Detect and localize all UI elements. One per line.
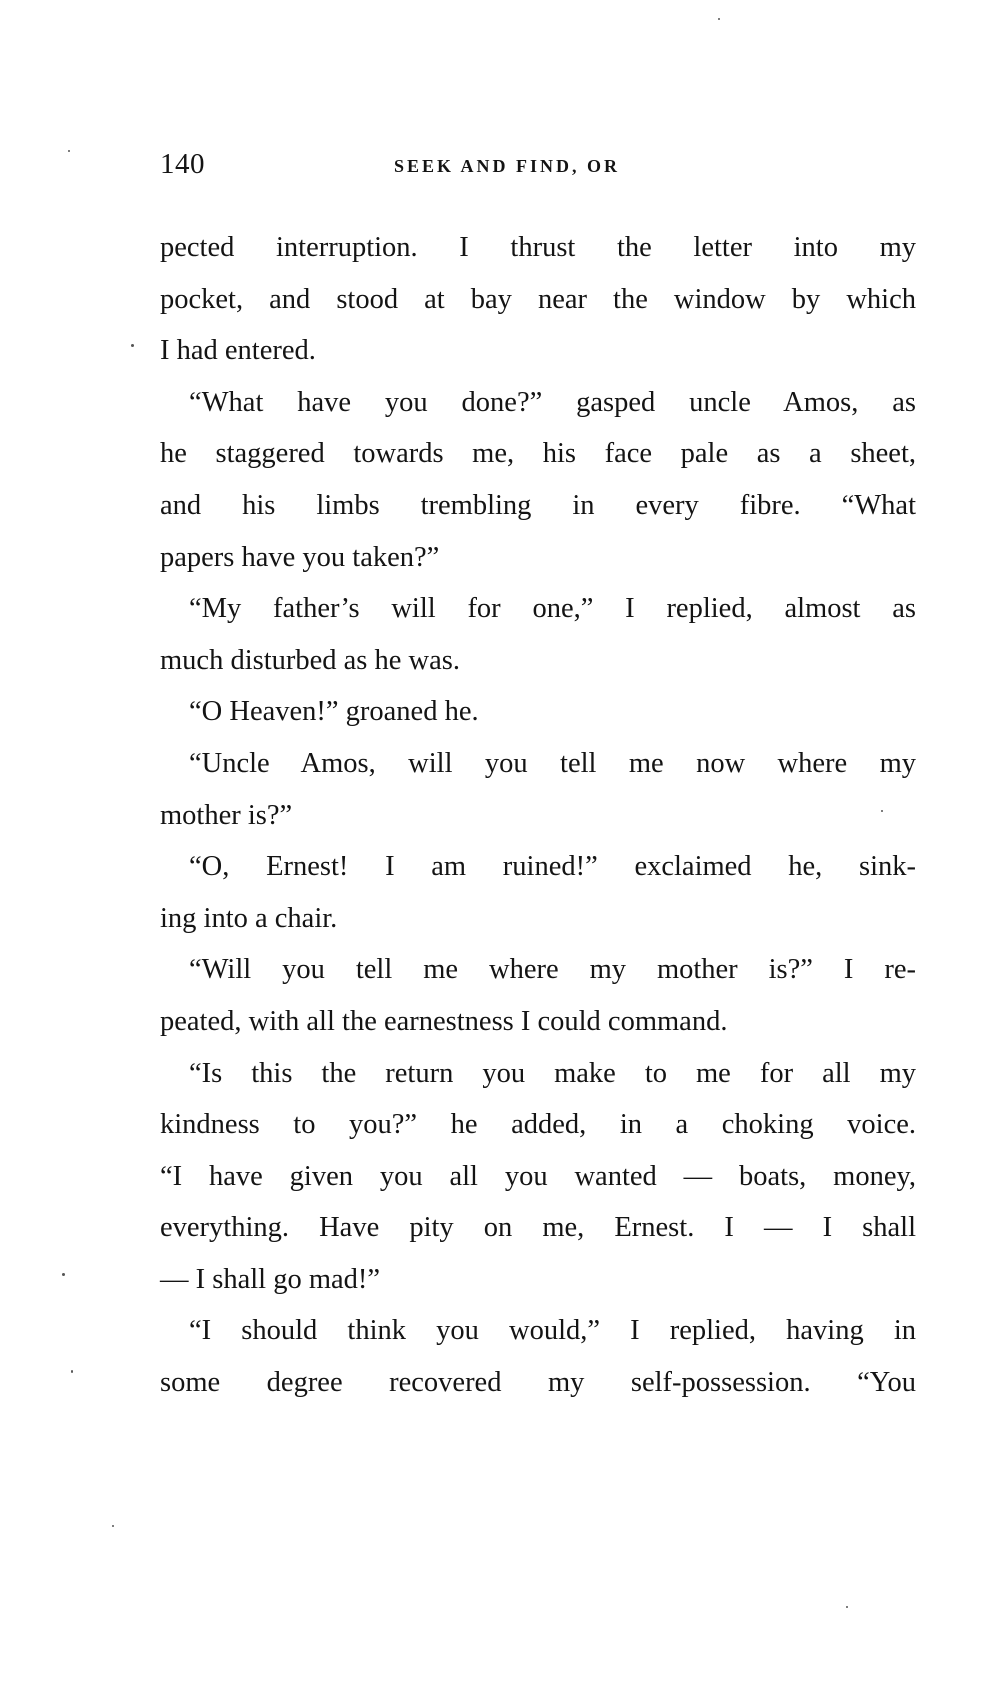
text-line: I had entered. <box>160 335 316 367</box>
text-line: “O Heaven!” groaned he. <box>189 696 479 728</box>
page-number: 140 <box>160 148 205 180</box>
text-line: and his limbs trembling in every fibre. “What <box>160 489 916 521</box>
text-line: “I should think you would,” I replied, having in <box>189 1315 916 1347</box>
text-line: “My father’s will for one,” I replied, almost as <box>189 593 916 625</box>
scan-speck <box>131 344 134 347</box>
paragraph <box>160 738 916 841</box>
text-line: mother is?” <box>160 799 293 831</box>
paragraph <box>160 583 916 686</box>
text-line: “Will you tell me where my mother is?” I re- <box>189 954 916 986</box>
scan-speck <box>62 1273 65 1276</box>
text-line: “Is this the return you make to me for all my <box>189 1057 916 1089</box>
scan-speck <box>68 150 70 152</box>
paragraph <box>160 1305 916 1408</box>
paragraph <box>160 686 916 738</box>
text-line: pected interruption. I thrust the letter into my <box>160 232 916 263</box>
text-line: pocket, and stood at bay near the window by which <box>160 283 916 315</box>
running-title: SEEK AND FIND, OR <box>394 156 621 176</box>
paragraph <box>160 377 916 583</box>
text-line: some degree recovered my self-possession. “You <box>160 1367 916 1399</box>
text-line: peated, with all the earnestness I could command. <box>160 1005 728 1037</box>
text-line: he staggered towards me, his face pale as a sheet, <box>160 438 916 470</box>
text-line: “What have you done?” gasped uncle Amos, as <box>189 386 916 418</box>
text-line: kindness to you?” he added, in a choking voice. <box>160 1109 916 1141</box>
scan-speck <box>71 1370 73 1373</box>
text-line: — I shall go mad!” <box>160 1263 381 1295</box>
scan-speck <box>846 1606 848 1608</box>
text-line: everything. Have pity on me, Ernest. I — I shall <box>160 1212 916 1244</box>
paragraph <box>160 944 916 1047</box>
paragraph <box>160 222 916 377</box>
paragraph <box>160 1048 916 1306</box>
paragraph <box>160 841 916 944</box>
text-line: “Uncle Amos, will you tell me now where my <box>189 747 916 779</box>
text-line: “I have given you all you wanted — boats, money, <box>160 1160 916 1192</box>
text-line: much disturbed as he was. <box>160 644 460 676</box>
text-line: ing into a chair. <box>160 902 338 934</box>
scan-speck <box>112 1525 114 1527</box>
scan-speck <box>881 810 883 812</box>
text-line: “O, Ernest! I am ruined!” exclaimed he, sink- <box>189 851 916 883</box>
running-head <box>160 148 916 188</box>
text-line: papers have you taken?” <box>160 541 440 573</box>
body-text <box>160 222 916 1409</box>
scan-speck <box>718 18 720 20</box>
